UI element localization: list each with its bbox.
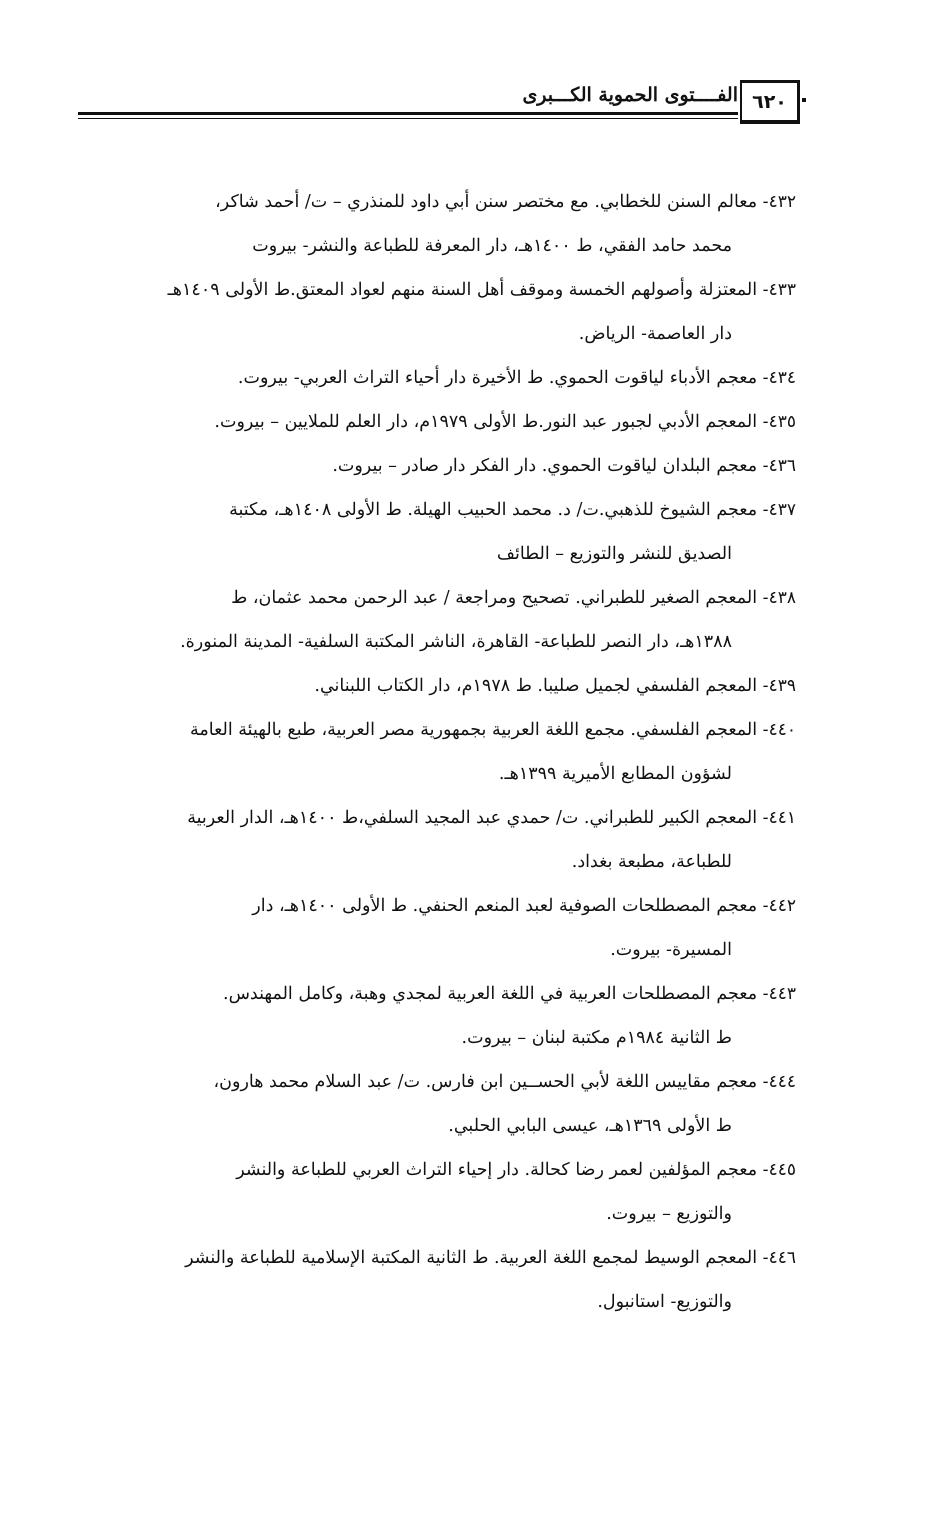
bibliography-entry xyxy=(74,268,796,356)
entry-continuation-line xyxy=(74,840,796,884)
entry-text: معجم المصطلحات الصوفية لعبد المنعم الحنفي. ط الأولى ١٤٠٠هـ، دار xyxy=(252,896,758,916)
entry-text: معجم المصطلحات العربية في اللغة العربية لمجدي وهبة، وكامل المهندس. xyxy=(223,984,758,1004)
bibliography-entry xyxy=(74,1236,796,1324)
entry-continuation-line xyxy=(74,928,796,972)
entry-text: المعجم الفلسفي. مجمع اللغة العربية بجمهورية مصر العربية، طبع بالهيئة العامة xyxy=(190,720,758,740)
entry-first-line xyxy=(74,1148,796,1192)
entry-text: المعجم الكبير للطبراني. ت/ حمدي عبد المجيد السلفي،ط ١٤٠٠هـ، الدار العربية xyxy=(187,808,758,828)
bibliography-entry xyxy=(74,1060,796,1148)
entry-text: الصديق للنشر والتوزيع – الطائف xyxy=(496,544,732,564)
bibliography-entry xyxy=(74,708,796,796)
entry-first-line xyxy=(74,884,796,928)
bibliography-entry xyxy=(74,1148,796,1236)
bibliography-entry xyxy=(74,576,796,664)
bibliography-entry xyxy=(74,796,796,884)
entry-continuation-line xyxy=(74,1104,796,1148)
entry-text: محمد حامد الفقي، ط ١٤٠٠هـ، دار المعرفة للطباعة والنشر- بيروت xyxy=(252,236,732,256)
entry-continuation-line xyxy=(74,1280,796,1324)
entry-dash: - xyxy=(757,1248,769,1268)
running-title: الفــــتوى الحموية الكـــبرى xyxy=(522,84,738,106)
entry-text: دار العاصمة- الرياض. xyxy=(578,324,732,344)
entry-number: ٤٣٧ xyxy=(768,500,796,520)
entry-continuation-line xyxy=(74,532,796,576)
entry-number: ٤٤٢ xyxy=(768,896,796,916)
entry-text: معجم البلدان لياقوت الحموي. دار الفكر دار صادر – بيروت. xyxy=(332,456,758,476)
entry-number: ٤٣٨ xyxy=(768,588,796,608)
entry-text: والتوزيع- استانبول. xyxy=(597,1292,732,1312)
entry-first-line xyxy=(74,708,796,752)
bibliography-entry xyxy=(74,664,796,708)
entry-dash: - xyxy=(757,1072,769,1092)
entry-continuation-line xyxy=(74,620,796,664)
entry-dash: - xyxy=(757,984,769,1004)
entry-first-line xyxy=(74,664,796,708)
bibliography-entry xyxy=(74,972,796,1060)
entry-number: ٤٣٥ xyxy=(768,412,796,432)
entry-dash: - xyxy=(757,280,769,300)
entry-text: المعجم الوسيط لمجمع اللغة العربية. ط الثانية المكتبة الإسلامية للطباعة والنشر xyxy=(185,1248,758,1268)
entry-dash: - xyxy=(757,456,769,476)
bibliography-entry xyxy=(74,884,796,972)
entry-dash: - xyxy=(757,720,769,740)
page-number xyxy=(740,80,800,124)
entry-first-line xyxy=(74,1236,796,1280)
entry-text: للطباعة، مطبعة بغداد. xyxy=(571,852,732,872)
entry-number: ٤٤٠ xyxy=(768,720,796,740)
entry-first-line xyxy=(74,488,796,532)
header-rule-thin xyxy=(78,118,738,119)
entry-number: ٤٣٦ xyxy=(768,456,796,476)
entry-text: ط الثانية ١٩٨٤م مكتبة لبنان – بيروت. xyxy=(461,1028,732,1048)
bibliography-entry xyxy=(74,444,796,488)
entry-first-line xyxy=(74,796,796,840)
entry-first-line xyxy=(74,180,796,224)
entry-text: معجم الأدباء لياقوت الحموي. ط الأخيرة دار أحياء التراث العربي- بيروت. xyxy=(237,368,758,388)
bibliography-entry xyxy=(74,400,796,444)
entry-continuation-line xyxy=(74,224,796,268)
entry-first-line xyxy=(74,444,796,488)
entry-text: ١٣٨٨هـ، دار النصر للطباعة- القاهرة، الناشر المكتبة السلفية- المدينة المنورة. xyxy=(180,632,732,652)
entry-number: ٤٣٢ xyxy=(768,192,796,212)
entry-dash: - xyxy=(757,676,769,696)
entry-dash: - xyxy=(757,808,769,828)
entry-text: المعتزلة وأصولهم الخمسة وموقف أهل السنة منهم لعواد المعتق.ط الأولى ١٤٠٩هـ xyxy=(167,280,758,300)
bibliography-list xyxy=(74,180,796,1324)
header-rule-thick xyxy=(78,112,738,115)
entry-text: والتوزيع – بيروت. xyxy=(606,1204,732,1224)
entry-text: معالم السنن للخطابي. مع مختصر سنن أبي داود للمنذري – ت/ أحمد شاكر، xyxy=(215,192,758,212)
entry-continuation-line xyxy=(74,1016,796,1060)
running-header xyxy=(78,78,738,122)
entry-text: ط الأولى ١٣٦٩هـ، عيسى البابي الحلبي. xyxy=(448,1116,732,1136)
entry-dash: - xyxy=(757,1160,769,1180)
bibliography-entry xyxy=(74,180,796,268)
entry-number: ٤٤٤ xyxy=(768,1072,796,1092)
bibliography-entry xyxy=(74,356,796,400)
entry-first-line xyxy=(74,576,796,620)
entry-number: ٤٣٣ xyxy=(768,280,796,300)
entry-text: المسيرة- بيروت. xyxy=(610,940,732,960)
entry-first-line xyxy=(74,356,796,400)
entry-number: ٤٣٩ xyxy=(768,676,796,696)
entry-number: ٤٤١ xyxy=(768,808,796,828)
entry-first-line xyxy=(74,1060,796,1104)
entry-text: لشؤون المطابع الأميرية ١٣٩٩هـ. xyxy=(498,764,732,784)
entry-number: ٤٤٣ xyxy=(768,984,796,1004)
entry-dash: - xyxy=(757,192,769,212)
page-number-mark xyxy=(802,98,806,102)
entry-dash: - xyxy=(757,588,769,608)
entry-dash: - xyxy=(757,500,769,520)
entry-text: المعجم الصغير للطبراني. تصحيح ومراجعة / عبد الرحمن محمد عثمان، ط xyxy=(231,588,758,608)
entry-number: ٤٤٦ xyxy=(768,1248,796,1268)
entry-continuation-line xyxy=(74,752,796,796)
entry-dash: - xyxy=(757,896,769,916)
entry-number: ٤٤٥ xyxy=(768,1160,796,1180)
entry-continuation-line xyxy=(74,312,796,356)
entry-first-line xyxy=(74,400,796,444)
entry-text: المعجم الأدبي لجبور عبد النور.ط الأولى ١٩٧٩م، دار العلم للملايين – بيروت. xyxy=(214,412,758,432)
bibliography-entry xyxy=(74,488,796,576)
entry-first-line xyxy=(74,972,796,1016)
entry-dash: - xyxy=(757,368,769,388)
entry-text: معجم الشيوخ للذهبي.ت/ د. محمد الحبيب الهيلة. ط الأولى ١٤٠٨هـ، مكتبة xyxy=(229,500,758,520)
entry-text: المعجم الفلسفي لجميل صليبا. ط ١٩٧٨م، دار الكتاب اللبناني. xyxy=(314,676,758,696)
page-number-text: ٦٢٠ xyxy=(752,90,787,113)
entry-text: معجم المؤلفين لعمر رضا كحالة. دار إحياء التراث العربي للطباعة والنشر xyxy=(236,1160,758,1180)
entry-dash: - xyxy=(757,412,769,432)
entry-number: ٤٣٤ xyxy=(768,368,796,388)
entry-continuation-line xyxy=(74,1192,796,1236)
entry-first-line xyxy=(74,268,796,312)
entry-text: معجم مقاييس اللغة لأبي الحســين ابن فارس. ت/ عبد السلام محمد هارون، xyxy=(213,1072,758,1092)
